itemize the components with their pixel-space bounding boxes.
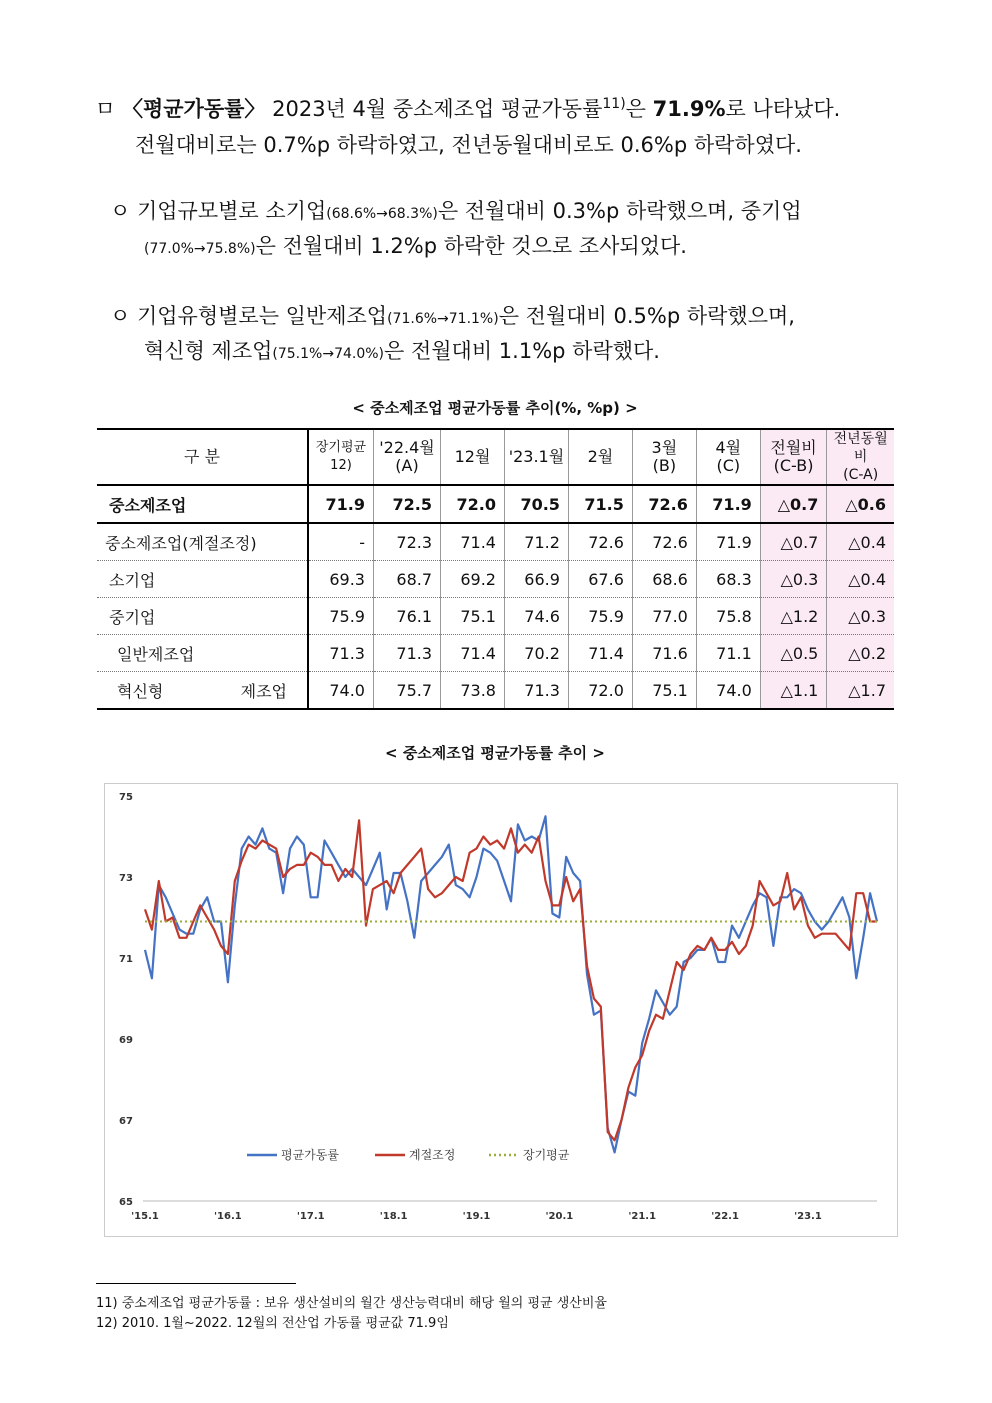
row-label-text: 일반제조업 <box>117 644 195 664</box>
table-cell: 74.0 <box>696 672 760 710</box>
table-header-cell <box>568 429 632 485</box>
table-cell: △1.2 <box>760 598 827 635</box>
table-cell: 71.9 <box>308 485 373 523</box>
chart-svg <box>105 784 897 1236</box>
header-line: 4월 <box>715 438 742 457</box>
table-cell: 75.9 <box>308 598 373 635</box>
table-cell: △0.4 <box>827 561 894 598</box>
table-cell: - <box>308 523 373 561</box>
header-line: (C-A) <box>843 467 879 483</box>
x-tick-label: '21.1 <box>628 1211 657 1222</box>
series-line-1 <box>145 816 877 1152</box>
table-row <box>97 635 894 672</box>
table-header-cell <box>308 429 373 485</box>
row-label <box>97 485 308 523</box>
table-cell: △0.7 <box>760 485 827 523</box>
header-line: 전년동월비 <box>833 431 888 465</box>
intro-text-a: 2023년 4월 중소제조업 평균가동률 <box>272 97 603 121</box>
table-cell: 71.4 <box>441 523 505 561</box>
table-cell: 71.5 <box>568 485 632 523</box>
table-cell: 68.7 <box>373 561 440 598</box>
y-tick-label: 71 <box>119 954 133 965</box>
bullet2-text-d: 은 전월대비 1.1%p 하락했다. <box>384 339 660 363</box>
circle-bullet-icon: ㅇ <box>110 304 131 328</box>
row-label-text: 중소제조업(계절조정) <box>105 533 257 553</box>
table-cell: △0.7 <box>760 523 827 561</box>
table-row <box>97 672 894 710</box>
intro-text-c: 로 나타났다. <box>725 97 841 121</box>
table-header-cell <box>373 429 440 485</box>
bullet1-text-b: 은 전월대비 0.3%p 하락했으며, 중기업 <box>437 199 802 223</box>
header-line: (C-B) <box>773 456 814 475</box>
x-tick-label: '20.1 <box>545 1211 574 1222</box>
intro-line-1 <box>95 86 905 127</box>
table-header-row <box>97 429 894 485</box>
x-tick-label: '15.1 <box>131 1211 159 1222</box>
table-cell: 71.3 <box>504 672 568 710</box>
x-tick-label: '19.1 <box>462 1211 491 1222</box>
table-cell: △0.5 <box>760 635 827 672</box>
legend-label: 평균가동률 <box>281 1148 339 1162</box>
table-row <box>97 485 894 523</box>
table-cell: 72.6 <box>632 523 696 561</box>
table-cell: 68.6 <box>632 561 696 598</box>
bullet2-text-c: 혁신형 제조업 <box>144 339 273 363</box>
row-label <box>97 672 308 710</box>
x-tick-label: '18.1 <box>379 1211 408 1222</box>
table-cell: △0.6 <box>827 485 894 523</box>
header-line: (B) <box>652 456 677 475</box>
table-cell: 70.5 <box>504 485 568 523</box>
header-line: (A) <box>395 456 419 475</box>
row-label-text: 혁신형 제조업 <box>117 681 287 701</box>
table-cell: 75.9 <box>568 598 632 635</box>
y-tick-label: 67 <box>119 1116 133 1127</box>
x-tick-label: '22.1 <box>711 1211 739 1222</box>
table-cell: 68.3 <box>696 561 760 598</box>
y-tick-label: 73 <box>119 873 133 884</box>
bullet-type <box>110 300 900 370</box>
row-label <box>97 598 308 635</box>
table-cell: 71.1 <box>696 635 760 672</box>
bullet1-small-a: (68.6%→68.3%) <box>326 206 438 222</box>
header-line: 구 분 <box>184 447 220 466</box>
y-tick-label: 65 <box>119 1197 133 1208</box>
table-header-cell <box>696 429 760 485</box>
bullet1-text-d: 은 전월대비 1.2%p 하락한 것으로 조사되었다. <box>255 234 687 258</box>
table-cell: 73.8 <box>441 672 505 710</box>
table-cell: 71.4 <box>441 635 505 672</box>
square-bullet-icon: ㅁ <box>95 97 116 121</box>
intro-paragraph <box>95 86 905 163</box>
table-row <box>97 523 894 561</box>
table-cell: 72.0 <box>441 485 505 523</box>
bullet2-text-a: 기업유형별로는 일반제조업 <box>136 304 388 328</box>
bullet-size <box>110 195 900 265</box>
table-header-cell <box>97 429 308 485</box>
footnote-11: 11) 중소제조업 평균가동률 : 보유 생산설비의 월간 생산능력대비 해당 월의 평균 생산비율 <box>96 1296 607 1311</box>
table-body <box>97 485 894 709</box>
table-cell: 71.9 <box>696 523 760 561</box>
legend-label: 계절조정 <box>409 1148 456 1162</box>
table-cell: 70.2 <box>504 635 568 672</box>
table-cell: 71.3 <box>373 635 440 672</box>
table-cell: 72.6 <box>568 523 632 561</box>
circle-bullet-icon: ㅇ <box>110 199 131 223</box>
intro-text-b: 은 <box>625 97 646 121</box>
header-line: 전월비 <box>770 438 817 457</box>
header-line: 2월 <box>587 447 614 466</box>
table-cell: 67.6 <box>568 561 632 598</box>
bullet2-small-c: (75.1%→74.0%) <box>272 346 385 362</box>
table-cell: △0.2 <box>827 635 894 672</box>
table-header-cell <box>760 429 827 485</box>
header-line: 12월 <box>454 447 491 466</box>
table-row <box>97 598 894 635</box>
table-header-cell <box>632 429 696 485</box>
table-header-cell <box>827 429 894 485</box>
row-label-text: 소기업 <box>109 570 156 590</box>
header-line: 3월 <box>651 438 678 457</box>
table-cell: 75.1 <box>441 598 505 635</box>
table-cell: 69.3 <box>308 561 373 598</box>
header-line: (C) <box>716 456 741 475</box>
table-cell: △1.7 <box>827 672 894 710</box>
footnote-ref-11: 11) <box>602 96 626 112</box>
header-line: 장기평균12) <box>315 440 367 473</box>
header-line: '22.4월 <box>379 438 435 457</box>
intro-heading: 〈평균가동률〉 <box>121 97 266 121</box>
table-cell: △0.3 <box>827 598 894 635</box>
table-cell: 66.9 <box>504 561 568 598</box>
x-tick-label: '23.1 <box>794 1211 822 1222</box>
line-chart <box>104 783 898 1237</box>
table-cell: 72.5 <box>373 485 440 523</box>
x-tick-label: '17.1 <box>296 1211 325 1222</box>
table-cell: 69.2 <box>441 561 505 598</box>
table-row <box>97 561 894 598</box>
row-label <box>97 561 308 598</box>
table-cell: 74.6 <box>504 598 568 635</box>
intro-line-2: 전월대비로는 0.7%p 하락하였고, 전년동월대비로도 0.6%p 하락하였다. <box>135 133 802 157</box>
bullet2-small-a: (71.6%→71.1%) <box>387 311 499 327</box>
bullet2-text-b: 은 전월대비 0.5%p 하락했으며, <box>498 304 795 328</box>
series-line-2 <box>145 820 877 1140</box>
table-cell: 72.6 <box>632 485 696 523</box>
bullet1-text-a: 기업규모별로 소기업 <box>136 199 327 223</box>
table-cell: 74.0 <box>308 672 373 710</box>
bullet1-small-c: (77.0%→75.8%) <box>144 241 256 257</box>
row-label-text: 중소제조업 <box>109 495 187 515</box>
row-label-text: 중기업 <box>109 607 156 627</box>
y-tick-label: 69 <box>119 1035 133 1046</box>
row-label <box>97 635 308 672</box>
legend-label: 장기평균 <box>523 1148 570 1162</box>
y-tick-label: 75 <box>119 792 133 803</box>
table-cell: 72.3 <box>373 523 440 561</box>
table-cell: 75.8 <box>696 598 760 635</box>
table-caption: < 중소제조업 평균가동률 추이(%, %p) > <box>352 399 638 417</box>
intro-value: 71.9% <box>652 97 726 121</box>
table-header-cell <box>441 429 505 485</box>
table-header-cell <box>504 429 568 485</box>
table-cell: △0.4 <box>827 523 894 561</box>
table-cell: 71.9 <box>696 485 760 523</box>
table-cell: 77.0 <box>632 598 696 635</box>
footnote-divider <box>96 1283 296 1284</box>
table-cell: 75.7 <box>373 672 440 710</box>
x-tick-label: '16.1 <box>214 1211 242 1222</box>
table-cell: 71.2 <box>504 523 568 561</box>
table-cell: 75.1 <box>632 672 696 710</box>
table-cell: △1.1 <box>760 672 827 710</box>
table-cell: 71.3 <box>308 635 373 672</box>
header-line: '23.1월 <box>508 447 565 466</box>
utilization-table <box>97 428 894 710</box>
table-cell: 72.0 <box>568 672 632 710</box>
chart-caption: < 중소제조업 평균가동률 추이 > <box>385 744 605 762</box>
row-label <box>97 523 308 561</box>
table-cell: △0.3 <box>760 561 827 598</box>
table-cell: 76.1 <box>373 598 440 635</box>
table-cell: 71.6 <box>632 635 696 672</box>
footnote-12: 12) 2010. 1월~2022. 12월의 전산업 가동률 평균값 71.9임 <box>96 1316 449 1331</box>
table-cell: 71.4 <box>568 635 632 672</box>
